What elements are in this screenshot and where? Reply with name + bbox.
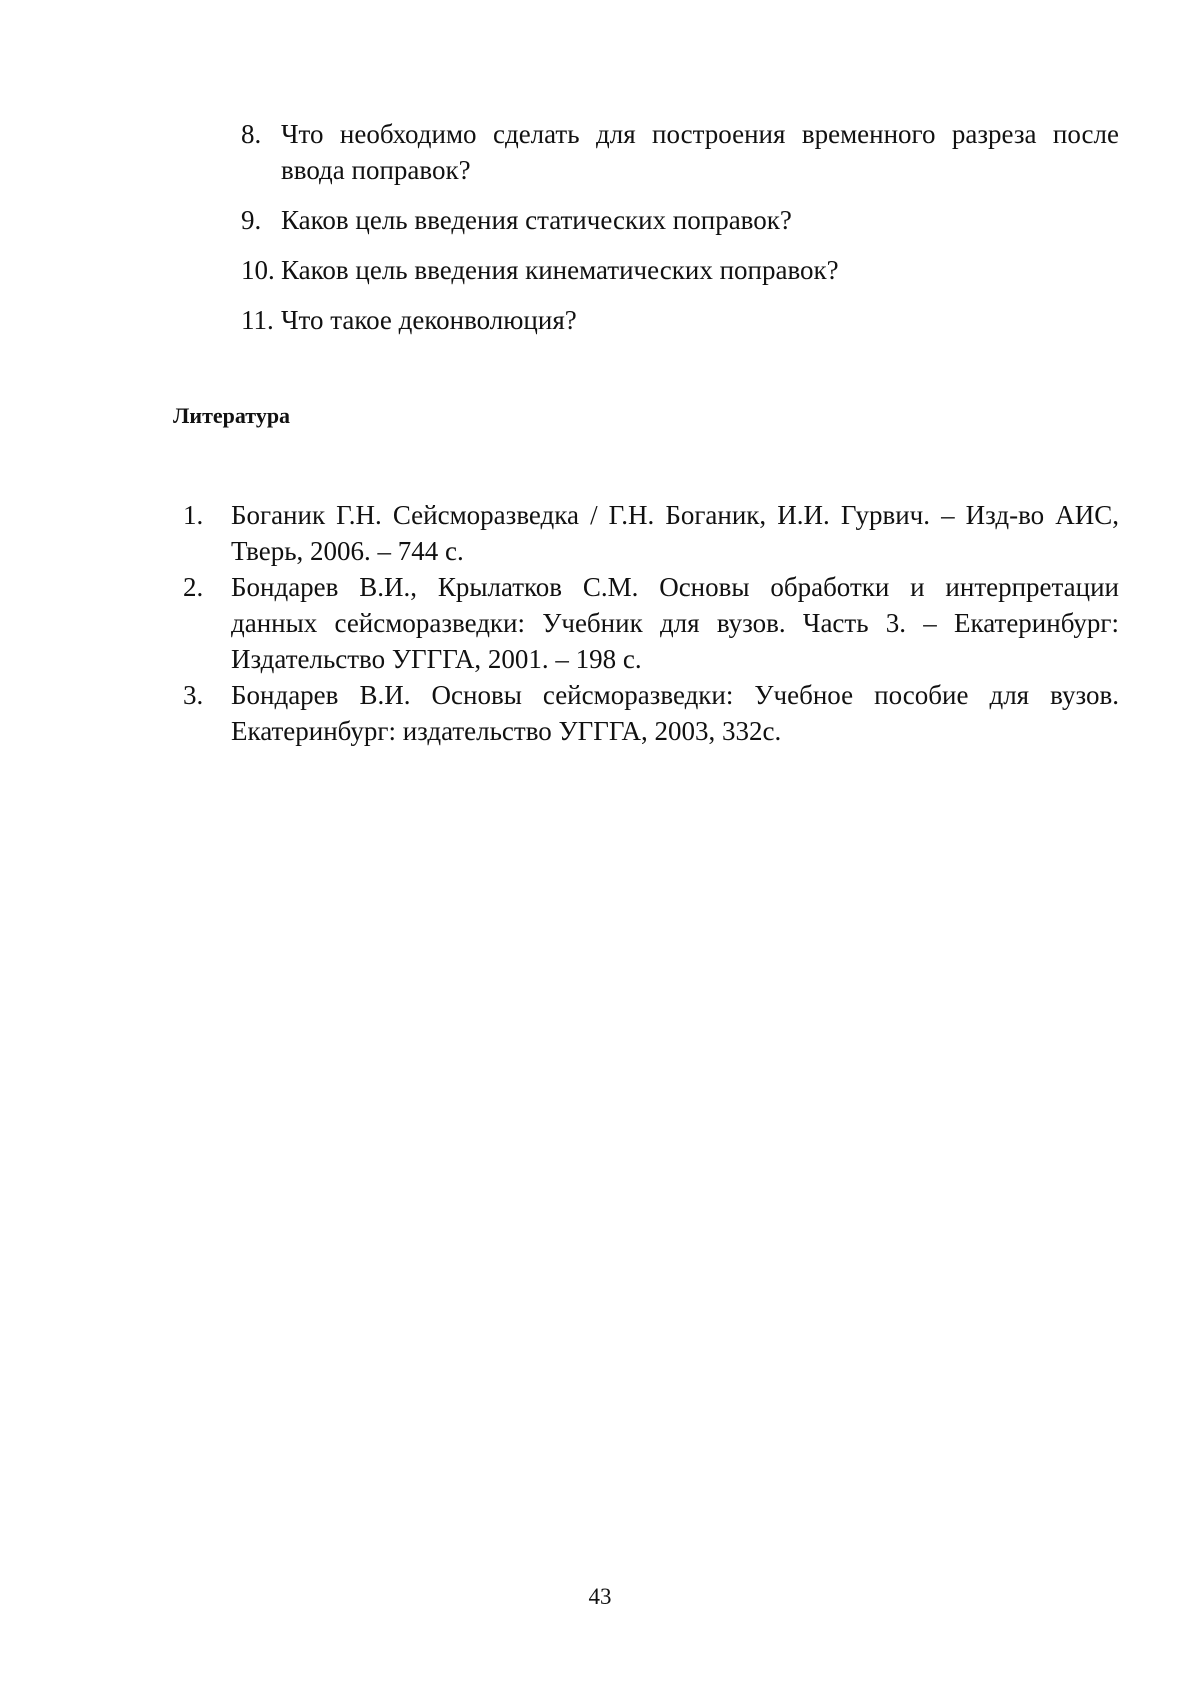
questions-list — [241, 116, 1119, 338]
reference-number: 1. — [183, 500, 204, 530]
reference-text — [231, 677, 1119, 749]
reference-number: 2. — [183, 572, 204, 602]
reference-line: Екатеринбург: издательство УГГГА, 2003, 332с. — [231, 716, 782, 746]
reference-item — [183, 677, 1119, 749]
list-item-number: 10. — [241, 255, 275, 285]
list-item-text: Каков цель введения кинематических поправок? — [281, 255, 839, 285]
references-list — [183, 497, 1119, 749]
list-item — [241, 252, 1119, 288]
reference-text — [231, 569, 1119, 677]
reference-line: Боганик Г.Н. Сейсморазведка / Г.Н. Боганик, И.И. Гурвич. – Изд-во АИС, — [231, 500, 1119, 530]
list-item-number: 11. — [241, 305, 274, 335]
literature-heading: Литература — [173, 403, 291, 428]
list-item-line: Что необходимо сделать для построения временного разреза после — [281, 119, 1119, 149]
list-item-line: ввода поправок? — [281, 155, 471, 185]
list-item-text: Каков цель введения статических поправок? — [281, 205, 792, 235]
reference-number: 3. — [183, 680, 204, 710]
reference-line: Тверь, 2006. – 744 с. — [231, 536, 464, 566]
list-item — [241, 202, 1119, 238]
reference-text — [231, 497, 1119, 569]
reference-line: данных сейсморазведки: Учебник для вузов. Часть 3. – Екатеринбург: — [231, 608, 1119, 638]
list-item-text — [281, 116, 1119, 188]
reference-line: Издательство УГГГА, 2001. – 198 с. — [231, 644, 642, 674]
list-item — [241, 302, 1119, 338]
page-number: 43 — [588, 1584, 612, 1609]
reference-item — [183, 497, 1119, 569]
reference-line: Бондарев В.И. Основы сейсморазведки: Учебное пособие для вузов. — [231, 680, 1119, 710]
reference-item — [183, 569, 1119, 677]
list-item — [241, 116, 1119, 188]
list-item-number: 9. — [241, 205, 262, 235]
list-item-text: Что такое деконволюция? — [281, 305, 577, 335]
reference-line: Бондарев В.И., Крылатков С.М. Основы обработки и интерпретации — [231, 572, 1119, 602]
list-item-number: 8. — [241, 119, 262, 149]
